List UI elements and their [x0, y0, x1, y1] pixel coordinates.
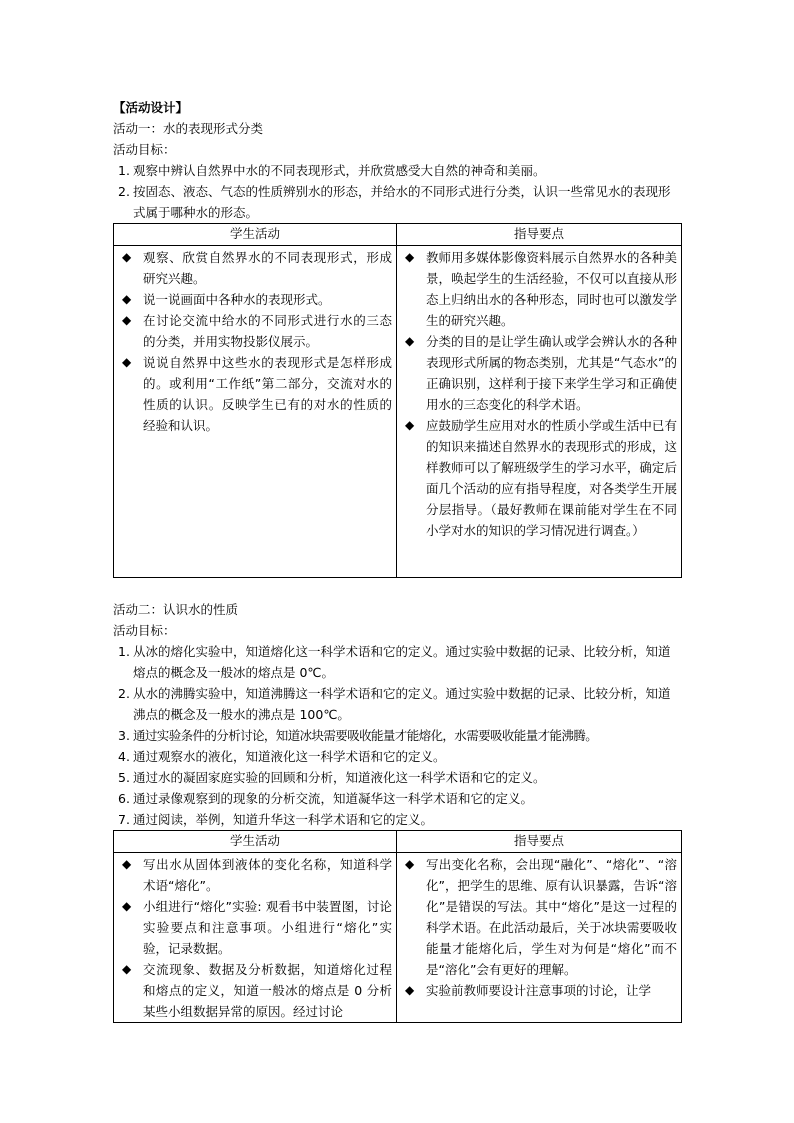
goal-item — [113, 641, 681, 683]
goal-text: 观察中辨认自然界中水的不同表现形式，并欣赏感受大自然的神奇和美丽。 — [133, 163, 546, 178]
col-header-student: 学生活动 — [114, 831, 397, 853]
bullet-item: ◆ 说说自然界中这些水的表现形式是怎样形成的。或利用“工作纸”第二部分，交流对水的性质的认识。反映学生已有的对水的性质的经验和认识。 — [118, 352, 392, 436]
goal-item — [113, 788, 681, 809]
col-header-student: 学生活动 — [114, 224, 397, 246]
goal-number: 6. — [118, 791, 130, 806]
goal-number: 7. — [118, 812, 130, 827]
student-activity-cell — [114, 246, 397, 578]
goal-item — [113, 809, 681, 830]
diamond-bullet-icon: ◆ — [405, 857, 415, 871]
goal-text: 通过阅读，举例，知道升华这一科学术语和它的定义。 — [133, 812, 434, 827]
diamond-bullet-icon: ◆ — [405, 983, 415, 997]
diamond-bullet-icon: ◆ — [405, 250, 415, 264]
bullet-item: ◆ 写出变化名称，会出现“融化”、“熔化”、“溶化”，把学生的思维、原有认识暴露，告诉“溶化”是错误的写法。其中“熔化”是这一过程的科学术语。在此活动最后，关于冰块需要吸收能量才能熔化后，学生对为何是“熔化”而不是“溶化”会有更好的理解。 — [401, 854, 677, 980]
diamond-bullet-icon: ◆ — [405, 418, 415, 432]
bullet-item: ◆ 教师用多媒体影像资料展示自然界水的各种美景，唤起学生的生活经验，不仅可以直接从形态上归纳出水的各种形态，同时也可以激发学生的研究兴趣。 — [401, 247, 677, 331]
activity1-goals — [113, 160, 681, 223]
diamond-bullet-icon: ◆ — [122, 899, 132, 913]
activity2-goals — [113, 641, 681, 830]
diamond-bullet-icon: ◆ — [405, 334, 415, 348]
activity2-title: 活动二：认识水的性质 — [113, 602, 239, 617]
bullet-item: ◆ 分类的目的是让学生确认或学会辨认水的各种表现形式所属的物态类别，尤其是“气态水”的正确识别，这样利于接下来学生学习和正确使用水的三态变化的科学术语。 — [401, 331, 677, 415]
goal-text: 通过观察水的液化，知道液化这一科学术语和它的定义。 — [133, 749, 446, 764]
activity1-title: 活动一：水的表现形式分类 — [113, 121, 264, 136]
goal-text: 通过录像观察到的现象的分析交流，知道凝华这一科学术语和它的定义。 — [133, 791, 534, 806]
bullet-item: ◆ 在讨论交流中给水的不同形式进行水的三态的分类，并用实物投影仪展示。 — [118, 310, 392, 352]
goal-item — [113, 746, 681, 767]
goal-number: 4. — [118, 749, 130, 764]
goal-number: 2. — [118, 184, 130, 199]
goal-text: 通过实验条件的分析讨论，知道冰块需要吸收能量才能熔化，水需要吸收能量才能沸腾。 — [133, 728, 598, 743]
goal-text: 按固态、液态、气态的性质辨别水的形态，并给水的不同形式进行分类，认识一些常见水的表现形式属于哪种水的形态。 — [133, 184, 671, 220]
goal-text: 从冰的熔化实验中，知道熔化这一科学术语和它的定义。通过实验中数据的记录、比较分析，知道熔点的概念及一般冰的熔点是 0℃。 — [133, 644, 671, 680]
diamond-bullet-icon: ◆ — [122, 250, 132, 264]
activity2-goal-label: 活动目标： — [113, 623, 176, 638]
diamond-bullet-icon: ◆ — [122, 313, 132, 327]
goal-item — [113, 683, 681, 725]
goal-number: 3. — [118, 728, 130, 743]
goal-item — [113, 181, 681, 223]
guide-points-cell — [397, 853, 682, 1023]
bullet-item: ◆ 交流现象、数据及分析数据，知道熔化过程和熔点的定义，知道一般冰的熔点是 0 分析某些小组数据异常的原因。经过讨论 — [118, 959, 392, 1022]
goal-text: 通过水的凝固家庭实验的回顾和分析，知道液化这一科学术语和它的定义。 — [133, 770, 546, 785]
diamond-bullet-icon: ◆ — [122, 962, 132, 976]
diamond-bullet-icon: ◆ — [122, 857, 132, 871]
goal-number: 1. — [118, 644, 130, 659]
guide-points-cell — [397, 246, 682, 578]
diamond-bullet-icon: ◆ — [122, 355, 132, 369]
goal-item — [113, 725, 681, 746]
section-title: 【活动设计】 — [113, 100, 189, 115]
goal-number: 2. — [118, 686, 130, 701]
goal-number: 1. — [118, 163, 130, 178]
activity1-table — [113, 223, 682, 578]
activity2-table — [113, 830, 682, 1023]
activity1-goal-label: 活动目标： — [113, 142, 176, 157]
col-header-guide: 指导要点 — [397, 224, 682, 246]
goal-text: 从水的沸腾实验中，知道沸腾这一科学术语和它的定义。通过实验中数据的记录、比较分析，知道沸点的概念及一般水的沸点是 100℃。 — [133, 686, 671, 722]
document-page — [113, 97, 681, 1023]
goal-number: 5. — [118, 770, 130, 785]
bullet-item: ◆ 实验前教师要设计注意事项的讨论，让学 — [401, 980, 677, 1001]
diamond-bullet-icon: ◆ — [122, 292, 132, 306]
bullet-item: ◆ 说一说画面中各种水的表现形式。 — [118, 289, 392, 310]
col-header-guide: 指导要点 — [397, 831, 682, 853]
goal-item — [113, 767, 681, 788]
student-activity-cell — [114, 853, 397, 1023]
bullet-item: ◆ 观察、欣赏自然界水的不同表现形式，形成研究兴趣。 — [118, 247, 392, 289]
goal-item — [113, 160, 681, 181]
bullet-item: ◆ 应鼓励学生应用对水的性质小学或生活中已有的知识来描述自然界水的表现形式的形成，这样教师可以了解班级学生的学习水平，确定后面几个活动的应有指导程度，对各类学生开展分层指导。（最好教师在课前能对学生在不同小学对水的知识的学习情况进行调查。） — [401, 415, 677, 541]
bullet-item: ◆ 写出水从固体到液体的变化名称，知道科学术语“熔化”。 — [118, 854, 392, 896]
bullet-item: ◆ 小组进行“熔化”实验: 观看书中装置图，讨论实验要点和注意事项。小组进行“熔化”实验，记录数据。 — [118, 896, 392, 959]
